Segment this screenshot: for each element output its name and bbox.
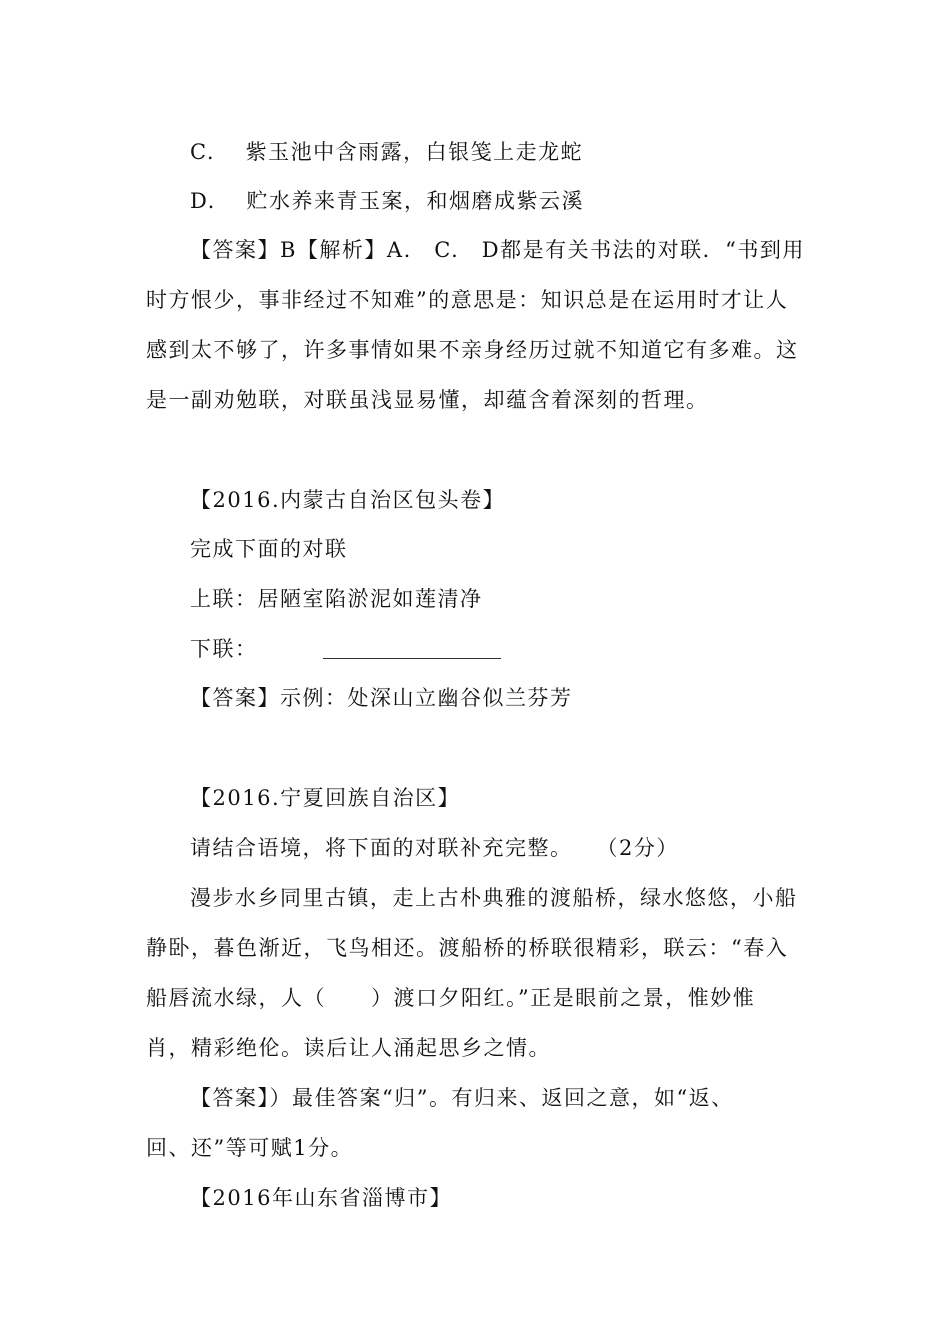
passage-line: 船唇流水绿，人（ ）渡口夕阳红。”正是眼前之景，惟妙惟	[146, 986, 756, 1010]
option-c: C. 紫玉池中含雨露，白银笺上走龙蛇	[190, 140, 584, 164]
answer-line: 回、还”等可赋1分。	[146, 1136, 354, 1160]
answer-line: 【答案】B【解析】A. C. D都是有关书法的对联．“书到用	[190, 238, 805, 262]
lower-couplet-label: 下联：	[190, 637, 258, 661]
source-heading: 【2016年山东省淄博市】	[190, 1186, 452, 1210]
question-prompt: 请结合语境，将下面的对联补充完整。 （2分）	[190, 836, 679, 860]
question-prompt: 完成下面的对联	[190, 537, 348, 561]
passage-line: 肖，精彩绝伦。读后让人涌起思乡之情。	[146, 1036, 551, 1060]
answer-line: 感到太不够了，许多事情如果不亲身经历过就不知道它有多难。这	[146, 338, 799, 362]
source-heading: 【2016.内蒙古自治区包头卷】	[190, 488, 506, 512]
answer-line: 时方恨少，事非经过不知难”的意思是：知识总是在运用时才让人	[146, 288, 789, 312]
answer-blank	[323, 658, 501, 659]
answer-line: 是一副劝勉联，对联虽浅显易懂，却蕴含着深刻的哲理。	[146, 388, 709, 412]
source-heading: 【2016.宁夏回族自治区】	[190, 786, 461, 810]
passage-line: 漫步水乡同里古镇，走上古朴典雅的渡船桥，绿水悠悠，小船	[190, 886, 798, 910]
passage-line: 静卧，暮色渐近，飞鸟相还。渡船桥的桥联很精彩，联云：“春入	[146, 936, 789, 960]
answer-line: 【答案】）最佳答案“归”。有归来、返回之意，如“返、	[190, 1086, 734, 1110]
answer: 【答案】示例：处深山立幽谷似兰芬芳	[190, 686, 573, 710]
upper-couplet: 上联：居陋室陷淤泥如莲清净	[190, 587, 483, 611]
option-d: D. 贮水养来青玉案，和烟磨成紫云溪	[190, 189, 584, 213]
